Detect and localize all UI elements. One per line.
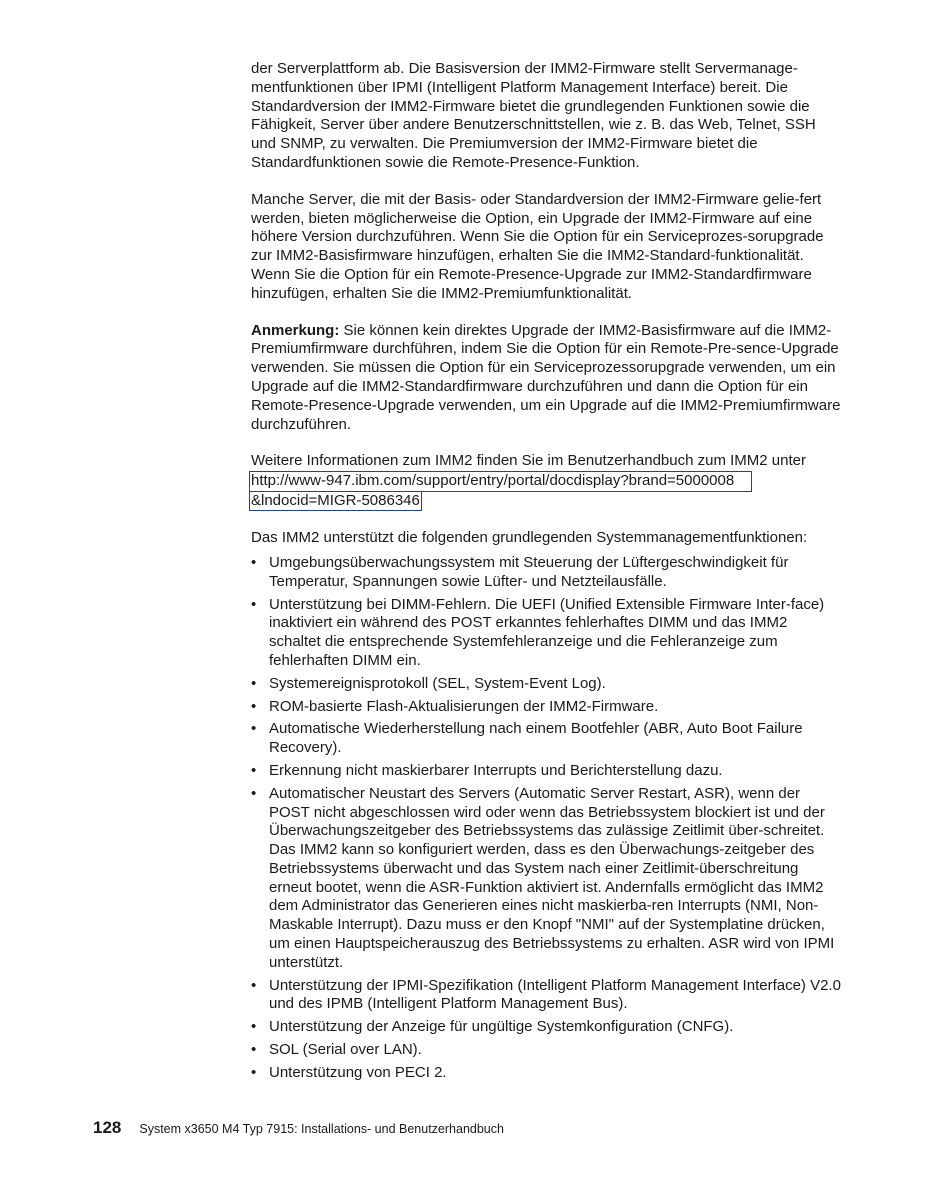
paragraph-firmware-upgrade: Manche Server, die mit der Basis- oder Standardversion der IMM2-Firmware gelie-fert werden, bieten möglicherweise die Option, ein Upgrade der IMM2-Firmware auf eine höhere Version durchzuführen. Wenn Sie die Option für ein Serviceprozes-sorupgrade zur IMM2-Basisfirmware hinzufügen, erhalten Sie die IMM2-Standard-funktionalität. Wenn Sie die Option für ein Remote-Presence-Upgrade zur IMM2-Standardfirmware hinzufügen, erhalten Sie die IMM2-Premiumfunktionalität. xyxy=(251,190,824,302)
list-item: • Unterstützung bei DIMM-Fehlern. Die UEFI (Unified Extensible Firmware Inter-face) inaktiviert ein während des POST erkanntes fehlerhaftes DIMM und das IMM2 schaltet die entsprechende Systemfehleranzeige und die Fehleranzeige zum fehlerhaften DIMM ein. xyxy=(251,595,825,669)
list-item: • ROM-basierte Flash-Aktualisierungen der IMM2-Firmware. xyxy=(251,697,659,715)
bullet-icon: • xyxy=(251,1063,257,1081)
bullet-icon: • xyxy=(251,720,257,738)
list-item: • Automatischer Neustart des Servers (Automatic Server Restart, ASR), wenn der POST nicht abgeschlossen wird oder wenn das Betriebssystem blockiert ist und der Überwachungszeitgeber des Betriebssystems das zulässige Zeitlimit über-schreitet. Das IMM2 kann so konfiguriert werden, dass es den Überwachungs-zeitgeber des Betriebssystems überwacht und das System nach einer Zeitlimit-überschreitung erneut bootet, wenn die ASR-Funktion aktiviert ist. Andernfalls ermöglicht das IMM2 dem Administrator das Generieren eines nicht maskierba-ren Interrupts (NMI, Non-Maskable Interrupt). Dazu muss er den Knopf "NMI" auf der Systemplatine drücken, um einen Hauptspeicherauszug des Betriebssystems zu erhalten. ASR wird von IPMI unterstützt. xyxy=(251,784,835,971)
bullet-icon: • xyxy=(251,595,257,613)
list-item: • Systemereignisprotokoll (SEL, System-Event Log). xyxy=(251,674,606,692)
bullet-icon: • xyxy=(251,784,257,802)
page-number: 128 xyxy=(93,1118,122,1137)
bullet-icon: • xyxy=(251,697,257,715)
note-text: Sie können kein direktes Upgrade der IMM2-Basisfirmware auf die IMM2-Premiumfirmware durchführen, indem Sie die Option für ein Remote-Pre-sence-Upgrade verwenden. Sie müssen die Option für ein Serviceprozessorupgrade verwenden, um ein Upgrade auf die IMM2-Standardfirmware durchzuführen und dann die Option für ein Remote-Presence-Upgrade verwenden, um ein Upgrade auf die IMM2-Premiumfirmware durchzuführen. xyxy=(251,321,841,433)
info-text: Weitere Informationen zum IMM2 finden Sie im Benutzerhandbuch zum IMM2 unter xyxy=(251,452,806,470)
bullet-icon: • xyxy=(251,1041,257,1059)
page-body xyxy=(251,60,843,1087)
bullet-icon: • xyxy=(251,976,257,994)
page-footer xyxy=(93,1118,504,1138)
list-intro: Das IMM2 unterstützt die folgenden grundlegenden Systemmanagementfunktionen: xyxy=(251,529,808,547)
link-line-2[interactable]: &lndocid=MIGR-5086346 xyxy=(251,491,420,509)
link-line-1[interactable]: http://www-947.ibm.com/support/entry/portal/docdisplay?brand=5000008 xyxy=(251,472,735,490)
bullet-icon: • xyxy=(251,674,257,692)
list-item: • Unterstützung der Anzeige für ungültige Systemkonfiguration (CNFG). xyxy=(251,1018,734,1036)
list-item: • Umgebungsüberwachungssystem mit Steuerung der Lüftergeschwindigkeit für Temperatur, Spannungen sowie Lüfter- und Netzteilausfälle. xyxy=(251,553,789,590)
note-paragraph xyxy=(251,322,843,435)
bullet-icon: • xyxy=(251,553,257,571)
list-item: • Unterstützung von PECI 2. xyxy=(251,1063,447,1081)
footer-title: System x3650 M4 Typ 7915: Installations- und Benutzerhandbuch xyxy=(139,1122,504,1136)
bullet-icon: • xyxy=(251,1018,257,1036)
list-item: • Erkennung nicht maskierbarer Interrupts und Berichterstellung dazu. xyxy=(251,761,723,779)
bullet-icon: • xyxy=(251,761,257,779)
imm2-manual-link[interactable] xyxy=(249,471,752,492)
info-paragraph xyxy=(251,452,843,511)
feature-list xyxy=(251,554,843,1083)
note-label: Anmerkung: xyxy=(251,321,340,339)
list-item: • Unterstützung der IPMI-Spezifikation (Intelligent Platform Management Interface) V2.0 und des IPMB (Intelligent Platform Management Bus). xyxy=(251,976,841,1013)
list-item: • Automatische Wiederherstellung nach einem Bootfehler (ABR, Auto Boot Failure Recovery). xyxy=(251,720,803,757)
list-item: • SOL (Serial over LAN). xyxy=(251,1041,422,1059)
imm2-manual-link-continued[interactable] xyxy=(249,492,422,512)
paragraph-firmware-versions: der Serverplattform ab. Die Basisversion der IMM2-Firmware stellt Servermanage-mentfunktionen über IPMI (Intelligent Platform Management Interface) bereit. Die Standardversion der IMM2-Firmware bietet die grundlegenden Funktionen sowie die Fähigkeit, Server über andere Benutzerschnittstellen, wie z. B. das Web, Telnet, SSH und SNMP, zu verwalten. Die Premiumversion der IMM2-Firmware bietet die Standardfunktionen sowie die Remote-Presence-Funktion. xyxy=(251,60,816,171)
